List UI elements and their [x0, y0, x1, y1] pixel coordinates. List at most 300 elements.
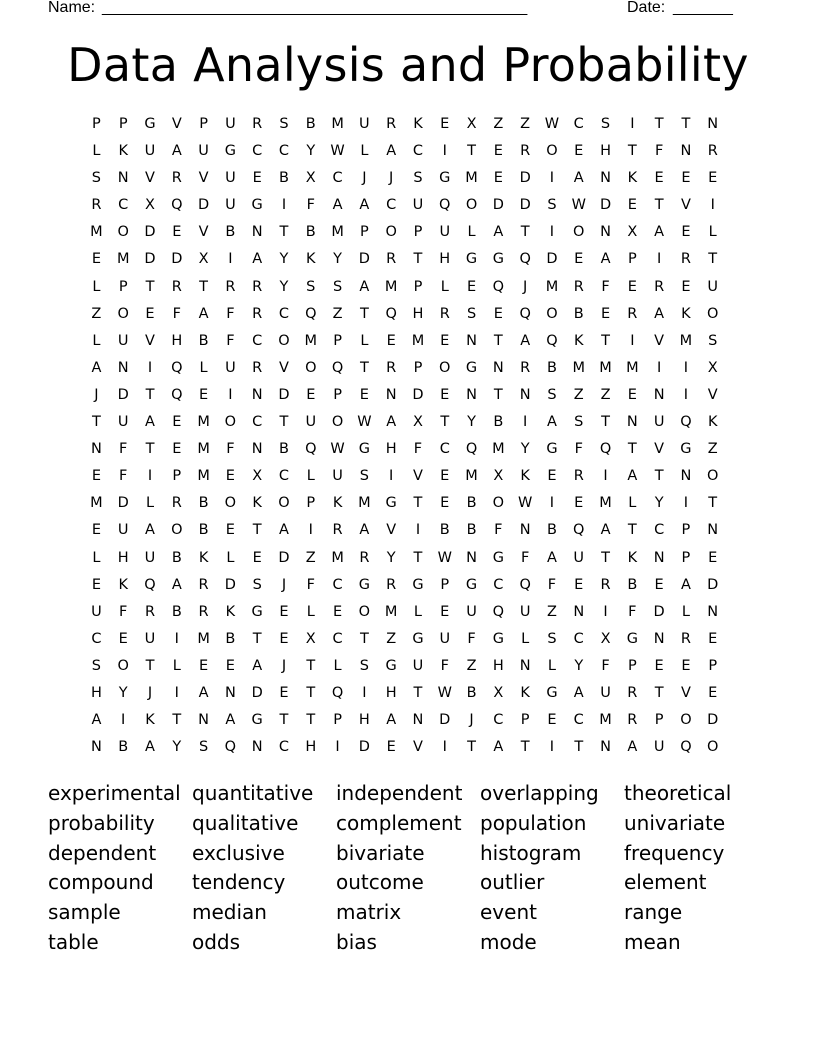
- grid-letter: F: [306, 576, 315, 593]
- grid-letter: M: [465, 170, 478, 187]
- grid-letter: I: [442, 143, 447, 160]
- grid-letter: N: [385, 386, 397, 403]
- grid-letter: M: [358, 495, 371, 512]
- grid-letter: A: [91, 359, 102, 376]
- grid-letter: E: [252, 549, 262, 566]
- word-bank-item: sample: [48, 900, 121, 925]
- grid-letter: L: [440, 278, 449, 295]
- grid-letter: O: [117, 657, 129, 674]
- grid-letter: C: [252, 414, 263, 431]
- grid-letter: P: [413, 278, 423, 295]
- grid-letter: V: [413, 468, 423, 485]
- grid-letter: G: [465, 251, 478, 268]
- grid-letter: A: [493, 224, 504, 241]
- grid-letter: D: [707, 712, 719, 729]
- grid-letter: E: [199, 386, 209, 403]
- grid-letter: E: [91, 576, 101, 593]
- grid-letter: I: [335, 739, 340, 756]
- grid-row: [83, 219, 727, 246]
- grid-letter: A: [225, 712, 236, 729]
- grid-row: [83, 409, 727, 436]
- grid-letter: A: [145, 739, 155, 756]
- grid-letter: B: [573, 305, 584, 322]
- grid-letter: P: [520, 712, 530, 729]
- grid-letter: S: [306, 278, 316, 295]
- grid-letter: A: [386, 712, 397, 729]
- grid-row: [83, 545, 727, 572]
- grid-letter: U: [412, 657, 424, 674]
- grid-letter: Q: [599, 441, 612, 458]
- grid-letter: K: [520, 684, 530, 701]
- word-search-grid: [83, 111, 727, 761]
- grid-letter: A: [252, 657, 263, 674]
- grid-letter: H: [385, 441, 397, 458]
- grid-letter: M: [679, 332, 693, 349]
- grid-letter: A: [600, 251, 611, 268]
- grid-letter: N: [680, 143, 692, 160]
- grid-row: [83, 463, 727, 490]
- grid-letter: U: [653, 414, 665, 431]
- grid-letter: C: [332, 630, 343, 647]
- grid-letter: E: [145, 305, 155, 322]
- grid-letter: Q: [465, 441, 478, 458]
- grid-letter: E: [225, 468, 235, 485]
- grid-letter: E: [708, 170, 718, 187]
- grid-letter: T: [145, 278, 155, 295]
- grid-letter: K: [707, 414, 718, 431]
- grid-letter: P: [359, 224, 369, 241]
- grid-letter: E: [681, 657, 691, 674]
- grid-letter: L: [92, 143, 101, 160]
- grid-letter: A: [386, 414, 397, 431]
- grid-letter: R: [332, 522, 343, 539]
- grid-letter: N: [573, 603, 585, 620]
- grid-letter: M: [116, 251, 130, 268]
- grid-letter: T: [654, 116, 664, 132]
- grid-letter: E: [547, 712, 557, 729]
- grid-letter: B: [198, 332, 209, 349]
- grid-letter: D: [144, 251, 156, 268]
- grid-letter: A: [198, 305, 209, 322]
- word-bank-item: univariate: [624, 810, 726, 835]
- grid-letter: W: [357, 414, 372, 431]
- grid-letter: L: [413, 603, 422, 620]
- grid-letter: K: [627, 549, 638, 566]
- grid-letter: W: [330, 143, 345, 160]
- grid-letter: A: [252, 251, 263, 268]
- grid-letter: E: [279, 630, 289, 647]
- grid-letter: Q: [519, 576, 531, 593]
- grid-row: [83, 680, 727, 707]
- grid-letter: G: [465, 359, 478, 376]
- grid-letter: T: [279, 414, 289, 431]
- grid-letter: I: [174, 684, 179, 701]
- grid-letter: Y: [467, 414, 476, 431]
- grid-letter: B: [225, 224, 236, 241]
- word-bank-item: probability: [48, 810, 155, 835]
- grid-letter: O: [358, 603, 371, 620]
- grid-letter: D: [358, 251, 370, 268]
- grid-letter: G: [385, 495, 397, 512]
- grid-letter: X: [493, 684, 504, 701]
- grid-letter: N: [519, 657, 531, 674]
- grid-letter: C: [493, 576, 504, 593]
- grid-letter: X: [707, 359, 718, 376]
- word-bank-item: mode: [480, 929, 537, 954]
- grid-row: [83, 301, 727, 328]
- grid-letter: M: [197, 468, 210, 485]
- grid-letter: D: [439, 712, 451, 729]
- grid-letter: W: [437, 549, 452, 566]
- grid-letter: K: [145, 712, 155, 729]
- grid-letter: U: [600, 684, 611, 701]
- grid-letter: T: [627, 522, 637, 539]
- grid-letter: A: [627, 468, 638, 485]
- grid-letter: X: [493, 468, 504, 485]
- grid-letter: N: [224, 684, 236, 701]
- grid-letter: E: [440, 332, 450, 349]
- grid-letter: U: [117, 522, 129, 539]
- grid-letter: J: [389, 170, 394, 187]
- grid-letter: N: [653, 386, 665, 403]
- grid-letter: U: [225, 170, 236, 187]
- grid-letter: T: [306, 712, 316, 729]
- grid-letter: B: [171, 603, 182, 620]
- grid-letter: C: [278, 739, 290, 756]
- grid-letter: P: [333, 332, 342, 349]
- word-bank-item: quantitative: [192, 781, 314, 805]
- grid-row: [83, 572, 727, 599]
- grid-letter: T: [413, 684, 423, 701]
- grid-letter: L: [306, 468, 315, 485]
- grid-letter: O: [439, 359, 451, 376]
- grid-letter: G: [412, 576, 424, 593]
- grid-letter: E: [493, 170, 503, 187]
- grid-letter: R: [386, 251, 397, 268]
- grid-letter: T: [145, 441, 155, 458]
- grid-letter: J: [147, 684, 153, 701]
- grid-letter: B: [279, 170, 289, 187]
- grid-letter: A: [627, 739, 638, 756]
- grid-letter: S: [359, 468, 369, 485]
- grid-letter: D: [278, 386, 290, 403]
- grid-letter: L: [92, 332, 101, 349]
- grid-letter: Z: [91, 305, 102, 322]
- grid-letter: N: [466, 386, 477, 403]
- grid-letter: Q: [331, 684, 344, 701]
- grid-letter: C: [439, 441, 450, 458]
- grid-letter: R: [520, 143, 531, 160]
- grid-letter: B: [546, 522, 557, 539]
- grid-letter: G: [680, 441, 692, 458]
- grid-letter: K: [627, 170, 638, 187]
- grid-letter: P: [681, 522, 691, 539]
- grid-letter: Z: [305, 549, 316, 566]
- grid-letter: B: [198, 495, 209, 512]
- grid-row: [83, 274, 727, 301]
- word-bank-item: odds: [192, 929, 241, 954]
- grid-letter: L: [708, 224, 717, 241]
- grid-letter: R: [680, 251, 691, 268]
- date-blank-line: _______: [673, 0, 733, 16]
- grid-letter: L: [628, 495, 637, 512]
- grid-row: [83, 192, 727, 219]
- grid-row: [83, 734, 727, 761]
- grid-letter: F: [574, 441, 583, 458]
- grid-letter: L: [681, 603, 690, 620]
- grid-letter: T: [252, 522, 262, 539]
- grid-letter: R: [171, 495, 182, 512]
- grid-letter: A: [654, 224, 665, 241]
- grid-letter: X: [198, 251, 209, 268]
- grid-letter: Y: [306, 143, 316, 160]
- word-bank-item: matrix: [336, 900, 402, 925]
- word-bank-item: range: [624, 900, 683, 925]
- grid-letter: E: [386, 332, 396, 349]
- grid-letter: E: [386, 739, 396, 756]
- name-blank-line: __________________________________________________: [102, 0, 527, 16]
- grid-letter: V: [171, 116, 182, 132]
- grid-letter: P: [627, 251, 637, 268]
- grid-letter: V: [707, 386, 718, 403]
- grid-letter: E: [493, 305, 503, 322]
- grid-letter: G: [439, 170, 451, 187]
- grid-letter: C: [252, 332, 263, 349]
- grid-letter: Y: [654, 495, 664, 512]
- grid-letter: A: [546, 414, 557, 431]
- grid-letter: L: [521, 630, 530, 647]
- grid-letter: P: [92, 116, 101, 132]
- grid-letter: M: [304, 332, 318, 349]
- grid-letter: G: [385, 657, 397, 674]
- grid-letter: I: [683, 495, 689, 512]
- grid-letter: T: [627, 143, 637, 160]
- grid-letter: U: [573, 549, 585, 566]
- grid-letter: L: [547, 657, 556, 674]
- grid-letter: Q: [305, 441, 317, 458]
- name-label: Name:: [48, 0, 96, 16]
- grid-letter: H: [171, 332, 183, 349]
- grid-letter: I: [683, 359, 689, 376]
- grid-letter: C: [278, 143, 290, 160]
- grid-letter: T: [467, 739, 476, 756]
- grid-letter: I: [656, 251, 662, 268]
- grid-letter: L: [467, 224, 476, 241]
- grid-letter: O: [465, 197, 478, 214]
- grid-letter: G: [358, 441, 370, 458]
- grid-letter: O: [707, 305, 719, 322]
- grid-letter: C: [493, 712, 504, 729]
- grid-letter: R: [680, 630, 691, 647]
- grid-letter: I: [603, 468, 608, 485]
- grid-letter: D: [278, 549, 290, 566]
- grid-letter: Y: [520, 441, 530, 458]
- grid-letter: V: [413, 739, 423, 756]
- grid-letter: L: [226, 549, 235, 566]
- grid-letter: T: [359, 305, 369, 322]
- grid-letter: I: [415, 522, 421, 539]
- grid-letter: T: [252, 630, 262, 647]
- grid-letter: F: [119, 468, 128, 485]
- grid-letter: V: [145, 332, 155, 349]
- grid-letter: O: [117, 224, 129, 241]
- grid-letter: U: [466, 603, 477, 620]
- grid-letter: H: [492, 657, 504, 674]
- grid-letter: R: [252, 278, 263, 295]
- grid-letter: O: [331, 414, 344, 431]
- grid-letter: B: [171, 549, 182, 566]
- grid-letter: R: [654, 278, 665, 295]
- grid-letter: T: [520, 739, 530, 756]
- grid-letter: R: [252, 116, 263, 132]
- grid-letter: N: [466, 332, 477, 349]
- grid-letter: E: [708, 549, 718, 566]
- grid-letter: T: [708, 495, 718, 512]
- grid-letter: U: [519, 603, 531, 620]
- grid-letter: N: [707, 603, 719, 620]
- grid-letter: R: [171, 278, 182, 295]
- grid-letter: C: [573, 712, 584, 729]
- grid-letter: M: [465, 468, 478, 485]
- grid-letter: A: [359, 197, 370, 214]
- grid-letter: C: [573, 630, 584, 647]
- grid-letter: W: [330, 441, 345, 458]
- grid-letter: E: [172, 414, 182, 431]
- grid-letter: Z: [493, 116, 504, 132]
- grid-letter: N: [198, 712, 210, 729]
- grid-row: [83, 138, 727, 165]
- grid-letter: U: [117, 332, 129, 349]
- grid-row: [83, 653, 727, 680]
- grid-letter: A: [386, 143, 397, 160]
- grid-letter: I: [389, 468, 394, 485]
- grid-letter: A: [680, 576, 691, 593]
- grid-row: [83, 707, 727, 734]
- grid-letter: R: [359, 549, 370, 566]
- grid-letter: E: [627, 197, 637, 214]
- grid-letter: K: [118, 576, 128, 593]
- grid-letter: M: [626, 359, 639, 376]
- grid-letter: F: [628, 603, 637, 620]
- grid-letter: G: [251, 712, 263, 729]
- grid-letter: Q: [573, 522, 585, 539]
- grid-letter: T: [279, 224, 289, 241]
- grid-letter: S: [547, 630, 557, 647]
- grid-letter: G: [492, 549, 504, 566]
- grid-letter: E: [708, 684, 718, 701]
- grid-letter: T: [306, 657, 316, 674]
- grid-letter: U: [707, 278, 719, 295]
- word-bank-item: frequency: [624, 840, 725, 865]
- grid-letter: D: [224, 576, 236, 593]
- grid-letter: B: [466, 495, 477, 512]
- grid-letter: X: [412, 414, 423, 431]
- grid-letter: N: [251, 441, 263, 458]
- grid-letter: E: [574, 251, 584, 268]
- grid-letter: R: [386, 576, 397, 593]
- grid-letter: G: [358, 576, 370, 593]
- grid-letter: R: [627, 684, 638, 701]
- grid-letter: K: [225, 603, 236, 620]
- word-bank-item: histogram: [480, 840, 582, 865]
- grid-letter: A: [654, 305, 665, 322]
- grid-letter: E: [359, 386, 369, 403]
- grid-letter: G: [546, 684, 558, 701]
- grid-letter: E: [91, 468, 101, 485]
- grid-letter: E: [440, 386, 450, 403]
- grid-letter: I: [549, 495, 555, 512]
- grid-letter: T: [199, 278, 209, 295]
- grid-letter: F: [172, 305, 181, 322]
- grid-letter: E: [600, 305, 611, 322]
- grid-letter: L: [92, 549, 101, 566]
- grid-letter: O: [224, 414, 237, 431]
- grid-letter: T: [574, 739, 584, 756]
- grid-letter: V: [680, 197, 691, 214]
- grid-letter: E: [627, 278, 637, 295]
- grid-letter: S: [279, 116, 289, 132]
- grid-letter: G: [412, 630, 424, 647]
- word-bank-item: outcome: [336, 870, 424, 895]
- word-bank-item: median: [192, 900, 267, 925]
- page-title: Data Analysis and Probability: [67, 38, 749, 92]
- grid-letter: S: [252, 576, 262, 593]
- grid-letter: I: [147, 468, 153, 485]
- grid-letter: D: [599, 197, 612, 214]
- grid-letter: A: [145, 522, 155, 539]
- grid-letter: X: [145, 197, 155, 214]
- grid-row: [83, 328, 727, 355]
- grid-letter: U: [225, 359, 236, 376]
- grid-letter: U: [198, 143, 209, 160]
- grid-letter: K: [198, 549, 209, 566]
- grid-letter: F: [494, 522, 503, 539]
- grid-letter: U: [332, 468, 343, 485]
- grid-letter: C: [278, 305, 290, 322]
- grid-letter: F: [547, 576, 557, 593]
- grid-letter: T: [145, 657, 155, 674]
- grid-letter: N: [90, 739, 102, 756]
- grid-letter: D: [519, 170, 531, 187]
- grid-letter: I: [603, 603, 608, 620]
- grid-letter: M: [331, 549, 344, 566]
- grid-letter: F: [226, 305, 235, 322]
- grid-letter: O: [546, 143, 558, 160]
- grid-row: [83, 111, 727, 138]
- grid-letter: M: [572, 359, 585, 376]
- grid-letter: M: [599, 712, 612, 729]
- grid-letter: F: [601, 657, 610, 674]
- grid-letter: N: [707, 522, 719, 539]
- header-line: [48, 0, 748, 20]
- grid-letter: O: [573, 224, 585, 241]
- grid-letter: T: [413, 251, 423, 268]
- grid-letter: H: [385, 684, 397, 701]
- grid-letter: W: [517, 495, 533, 512]
- grid-letter: E: [681, 224, 691, 241]
- grid-letter: Q: [171, 359, 183, 376]
- grid-letter: L: [92, 278, 101, 295]
- grid-letter: R: [600, 576, 611, 593]
- grid-letter: E: [91, 251, 101, 268]
- grid-letter: I: [121, 712, 126, 729]
- grid-letter: F: [306, 197, 315, 214]
- grid-letter: R: [225, 278, 236, 295]
- grid-letter: B: [439, 522, 450, 539]
- grid-letter: R: [198, 603, 209, 620]
- grid-letter: P: [118, 116, 128, 132]
- grid-letter: E: [466, 278, 477, 295]
